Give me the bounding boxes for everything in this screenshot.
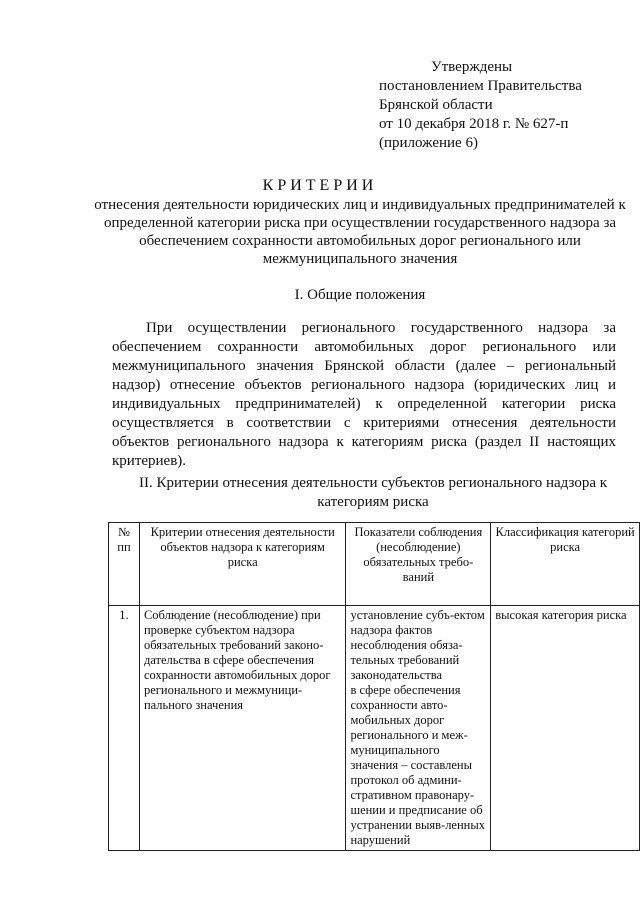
table-header-row: [109, 523, 640, 606]
approval-line: Утверждены: [431, 59, 513, 75]
approval-line: от 10 декабря 2018 г. № 627-п: [379, 116, 569, 132]
criteria-table: [108, 522, 640, 851]
cell-number: 1.: [109, 606, 140, 851]
header-criteria: Критерии отнесения деятельности объектов надзора к категориям риска: [139, 523, 345, 606]
document-heading: КРИТЕРИИ: [262, 177, 378, 194]
header-indicators: Показатели соблюдения (несоблюдение) обязательных требо-ваний: [346, 523, 491, 606]
general-paragraph: При осуществлении регионального государственного надзора за обеспечением сохранности автомобильных дорог регионального или межмуниципального значения Брянской области (далее – региональный надзор) отнесение объектов регионального надзора (юридических лиц и индивидуальных предпринимателей) к определенной категории риска осуществляется в соответствии с критериями отнесения деятельности объектов регионального надзора к категориям риска (раздел II настоящих критериев).: [112, 320, 616, 469]
approval-block: [379, 58, 619, 153]
section-title-criteria: II. Критерии отнесения деятельности субъектов регионального надзора к категориям риска: [138, 475, 608, 510]
cell-criteria: Соблюдение (несоблюдение) при проверке субъектом надзора обязательных требований законо-дательства в сфере обеспечения сохранности автомобильных дорог регионального и межмуници-пального значения: [139, 606, 345, 851]
approval-line: постановлением Правительства: [379, 78, 582, 94]
header-number: № пп: [109, 523, 140, 606]
header-classification: Классификация категорий риска: [491, 523, 640, 606]
section-title-general: I. Общие положения: [294, 287, 426, 303]
approval-line: Брянской области: [379, 97, 493, 113]
cell-indicators: установление субъ-ектом надзора фактов несоблюдения обяза-тельных требований законодательства в сфере обеспечения сохранности авто-мобильных дорог регионального и меж-муниципального значения – составлены протокол об админи-стративном правонару-шении и предписание об устранении выяв-ленных нарушений: [346, 606, 491, 851]
document-subtitle: отнесения деятельности юридических лиц и индивидуальных предпринимателей к определенной категории риска при осуществлении государственного надзора за обеспечением сохранности автомобильных дорог регионального или межмуниципального значения: [94, 197, 626, 267]
cell-classification: высокая категория риска: [491, 606, 640, 851]
approval-line: (приложение 6): [379, 135, 478, 151]
table-row: [109, 606, 640, 851]
